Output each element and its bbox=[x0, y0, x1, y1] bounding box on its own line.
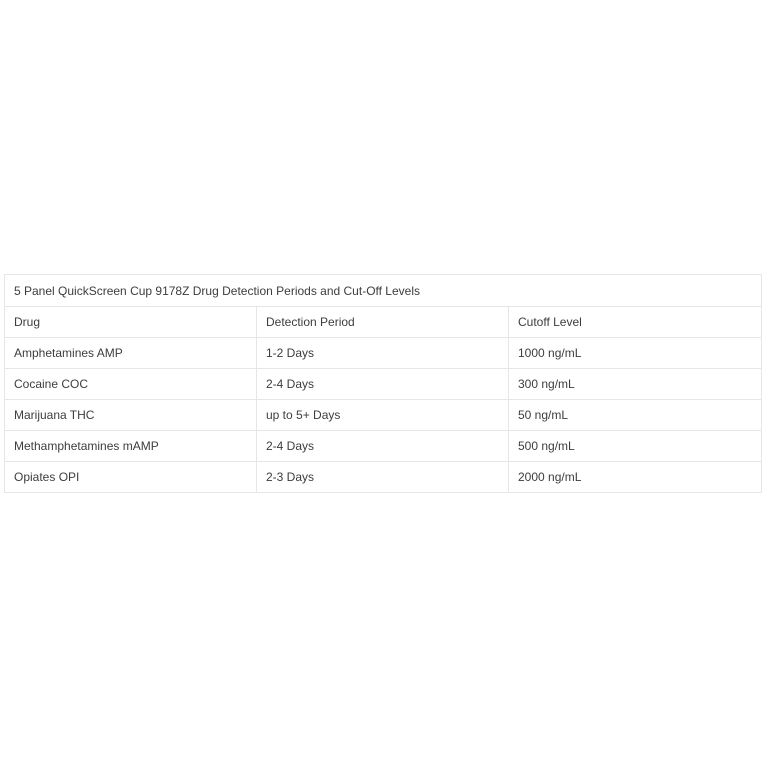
cell-drug: Amphetamines AMP bbox=[5, 338, 257, 369]
cell-detection-period: 1-2 Days bbox=[257, 338, 509, 369]
table-row bbox=[5, 338, 762, 369]
table-caption-row bbox=[5, 275, 762, 307]
header-detection-period: Detection Period bbox=[257, 307, 509, 338]
table-row bbox=[5, 369, 762, 400]
table-row bbox=[5, 431, 762, 462]
cell-cutoff-level: 500 ng/mL bbox=[509, 431, 762, 462]
cell-detection-period: 2-4 Days bbox=[257, 431, 509, 462]
cell-cutoff-level: 2000 ng/mL bbox=[509, 462, 762, 493]
cell-detection-period: 2-4 Days bbox=[257, 369, 509, 400]
drug-detection-table bbox=[4, 274, 762, 493]
cell-drug: Opiates OPI bbox=[5, 462, 257, 493]
table-caption: 5 Panel QuickScreen Cup 9178Z Drug Detection Periods and Cut-Off Levels bbox=[5, 275, 762, 307]
cell-cutoff-level: 1000 ng/mL bbox=[509, 338, 762, 369]
cell-detection-period: up to 5+ Days bbox=[257, 400, 509, 431]
cell-drug: Marijuana THC bbox=[5, 400, 257, 431]
header-drug: Drug bbox=[5, 307, 257, 338]
cell-cutoff-level: 300 ng/mL bbox=[509, 369, 762, 400]
header-cutoff-level: Cutoff Level bbox=[509, 307, 762, 338]
cell-drug: Methamphetamines mAMP bbox=[5, 431, 257, 462]
table-header-row bbox=[5, 307, 762, 338]
cell-drug: Cocaine COC bbox=[5, 369, 257, 400]
cell-detection-period: 2-3 Days bbox=[257, 462, 509, 493]
table-row bbox=[5, 462, 762, 493]
table-row bbox=[5, 400, 762, 431]
cell-cutoff-level: 50 ng/mL bbox=[509, 400, 762, 431]
